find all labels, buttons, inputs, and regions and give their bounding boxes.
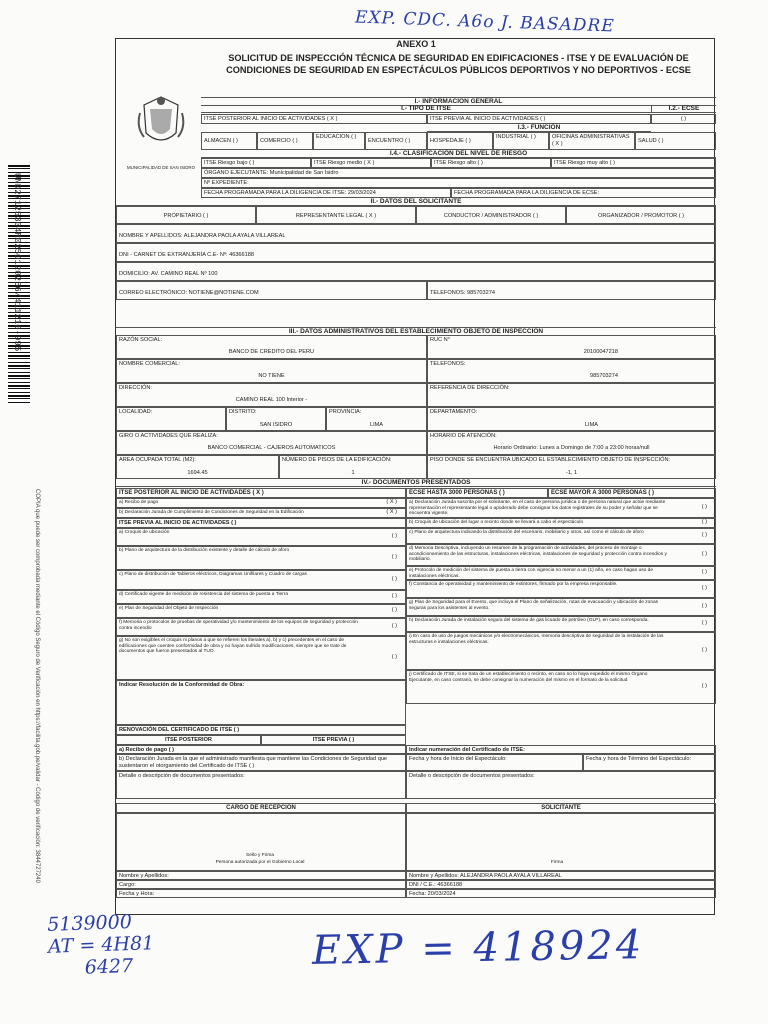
- role-conductor[interactable]: CONDUCTOR / ADMINISTRADOR ( ): [416, 206, 566, 224]
- doc-posterior-item[interactable]: [116, 498, 406, 508]
- total-area: [116, 455, 279, 479]
- document-text: d) Memoria Descriptiva, incluyendo un resumen de la programación de actividades, del proceso de montaje o acondicionamiento de las estructuras, instalaciones eléctricas, instalaciones de seguridad y protección contra incendios y mobiliario.: [409, 546, 667, 563]
- applicant-dni: DNI - CARNET DE EXTRANJERÍA C.E- Nº: 46366188: [116, 243, 716, 262]
- section-applicant: II.- DATOS DEL SOLICITANTE: [116, 198, 716, 206]
- ruc-value: 20100047218: [583, 349, 618, 355]
- document-checkbox[interactable]: ( X ): [386, 509, 397, 515]
- ecse-scheduled-date: FECHA PROGRAMADA PARA LA DILIGENCIA DE ECSE:: [451, 188, 716, 198]
- docs-itse-previa-heading[interactable]: ITSE PREVIA AL INICIO DE ACTIVIDADES ( ): [116, 518, 406, 528]
- signer-name: Nombre y Apellidos: ALEJANDRA PAOLA AYALA VILLAREAL: [406, 871, 716, 880]
- function-educacion[interactable]: EDUCACION ( ): [313, 132, 365, 150]
- doc-ecse-item[interactable]: [406, 566, 716, 580]
- document-text: i) En caso de uso de juegos mecánicos y/o electromecánicos, memoria descriptiva de seguridad de la instalación de las estructuras e instalaciones eléctricas.: [409, 634, 664, 645]
- document-checkbox[interactable]: ( ): [701, 603, 707, 609]
- document-text: b) Croquis de ubicación del lugar o recinto donde se llevará a cabo el espectáculo: [409, 520, 584, 525]
- applicant-address: DOMICILIO: AV. CAMINO REAL Nº 100: [116, 262, 716, 281]
- docs-ecse-mayor-heading[interactable]: ECSE MAYOR A 3000 PERSONAS ( ): [548, 488, 716, 498]
- activity-value: BANCO COMERCIAL - CAJEROS AUTOMATICOS: [207, 445, 336, 451]
- doc-ecse-item[interactable]: [406, 670, 716, 704]
- document-checkbox[interactable]: ( ): [391, 654, 397, 660]
- function-oficinas[interactable]: OFICINAS ADMINISTRATIVAS ( X ): [549, 132, 635, 150]
- itse-form: [115, 38, 715, 915]
- district: [226, 407, 326, 431]
- role-representante[interactable]: REPRESENTANTE LEGAL ( X ): [256, 206, 416, 224]
- renewal-previa[interactable]: ITSE PREVIA ( ): [261, 735, 406, 745]
- document-checkbox[interactable]: ( ): [391, 576, 397, 582]
- role-organizador[interactable]: ORGANIZADOR / PROMOTOR ( ): [566, 206, 716, 224]
- right-detail-documents: Detalle o descripción de documentos presentados:: [406, 771, 716, 799]
- document-text: h) Declaración Jurada de instalación segura del sistema de gas licuado de petróleo (GLP), en caso corresponda.: [409, 618, 649, 623]
- risk-heading: I.4.- CLASIFICACIÓN DEL NIVEL DE RIESGO: [201, 150, 716, 158]
- floor-count-value: 1: [351, 470, 355, 476]
- doc-previa-item[interactable]: [116, 528, 406, 546]
- hours-label: HORARIO DE ATENCIÓN:: [430, 433, 497, 439]
- role-propietario[interactable]: PROPIETARIO ( ): [116, 206, 256, 224]
- executing-body: ÓRGANO EJECUTANTE: Municipalidad de San Isidro: [201, 168, 716, 178]
- doc-ecse-item[interactable]: [406, 598, 716, 616]
- handwritten-line-2: AT = 4H81: [47, 932, 155, 958]
- document-text: f) Memoria o protocolos de pruebas de operatividad y/o mantenimiento de los equipos de seguridad y protección contra incendio: [119, 620, 358, 631]
- certificate-number-label: Indicar numeración del Certificado de ITSE:: [406, 745, 716, 754]
- section-establishment: III.- DATOS ADMINISTRATIVOS DEL ESTABLECIMIENTO OBJETO DE INSPECCIÓN: [116, 327, 716, 336]
- section-general-info: I.- INFORMACION GENERAL: [201, 97, 716, 106]
- doc-previa-item[interactable]: [116, 590, 406, 604]
- opening-hours: [427, 431, 716, 455]
- doc-ecse-item[interactable]: [406, 528, 716, 544]
- function-salud[interactable]: SALUD ( ): [635, 132, 716, 150]
- document-checkbox[interactable]: ( X ): [386, 499, 397, 505]
- province-label: PROVINCIA:: [329, 409, 362, 415]
- establishment-floor: [427, 455, 716, 479]
- activity-label: GIRO O ACTIVIDADES QUE REALIZA:: [119, 433, 218, 439]
- document-text: f) Constancia de operatividad y mantenimiento de extintores, firmado por la empresa responsable.: [409, 582, 618, 587]
- business-activity: [116, 431, 427, 455]
- renewal-receipt[interactable]: a) Recibo de pago ( ): [116, 745, 406, 754]
- renewal-declaration[interactable]: b) Declaración Jurada en la que el administrado manifiesta que mantiene las Condiciones de Seguridad que sustentaron el otorgamiento del Certificado de ITSE ( ): [116, 754, 406, 771]
- razon-social-value: BANCO DE CREDITO DEL PERU: [228, 349, 315, 355]
- handwritten-annotation-top: EXP. CDC. A6o J. BASADRE: [354, 7, 616, 37]
- logo-caption: MUNICIPALIDAD DE SAN ISIDRO: [127, 165, 195, 170]
- reception-heading: CARGO DE RECEPCIÓN: [116, 803, 406, 813]
- area-label: AREA OCUPADA TOTAL (M2):: [119, 457, 196, 463]
- doc-ecse-item[interactable]: [406, 518, 716, 528]
- doc-posterior-item[interactable]: [116, 508, 406, 518]
- renewal-posterior[interactable]: ITSE POSTERIOR: [116, 735, 261, 745]
- document-text: e) Plan de Seguridad del Objeto de Inspección: [119, 606, 219, 611]
- form-title: SOLICITUD DE INSPECCIÓN TÉCNICA DE SEGURIDAD EN EDIFICACIONES - ITSE Y DE EVALUACIÓN DE CONDICIONES DE SEGURIDAD EN ESPECTÁCULOS PÚBLICOS DEPORTIVOS Y NO DEPORTIVOS - ECSE: [226, 53, 691, 75]
- handwritten-annotation-bottom-left: [47, 910, 155, 980]
- address-label: DIRECCIÓN:: [119, 385, 152, 391]
- receiver-name: Nombre y Apellidos:: [116, 871, 406, 880]
- reception-stamp-box: [116, 813, 406, 871]
- department: [427, 407, 716, 431]
- function-almacen[interactable]: ALMACEN ( ): [201, 132, 257, 150]
- document-checkbox[interactable]: ( ): [701, 532, 707, 538]
- document-checkbox[interactable]: ( ): [701, 504, 707, 510]
- itse-scheduled-date: FECHA PROGRAMADA PARA LA DILIGENCIA DE ITSE: 29/03/2024: [201, 188, 451, 198]
- applicant-phone: TELEFONOS: 985703274: [427, 281, 716, 300]
- document-text: a) Recibo de pago: [119, 500, 159, 505]
- establishment-floor-label: PISO DONDE SE ENCUENTRA UBICADO EL ESTABLECIMIENTO OBJETO DE INSPECCIÓN:: [430, 457, 671, 463]
- province-value: LIMA: [369, 422, 384, 428]
- applicant-name: NOMBRE Y APELLIDOS: ALEJANDRA PAOLA AYALA VILLAREAL: [116, 224, 716, 243]
- authorized-person-label: Persona autorizada por el Gobierno Local: [215, 860, 305, 865]
- razon-social: [116, 335, 427, 359]
- document-checkbox[interactable]: ( ): [391, 593, 397, 599]
- document-text: c) Plano de arquitectura indicando la distribución del escenario, mobiliario y otros, así como el cálculo de aforo: [409, 530, 644, 535]
- signer-date: Fecha: 20/03/2024: [406, 889, 716, 898]
- renewal-heading[interactable]: RENOVACIÓN DEL CERTIFICADO DE ITSE ( ): [116, 725, 406, 735]
- floor-count: [279, 455, 427, 479]
- razon-social-label: RAZÓN SOCIAL:: [119, 337, 163, 343]
- document-text: d) Certificado vigente de medición de resistencia del sistema de puesta a Tierra: [119, 592, 289, 597]
- ruc: [427, 335, 716, 359]
- section-documents: IV.- DOCUMENTOS PRESENTADOS: [116, 479, 716, 487]
- address-value: CAMINO REAL 100 Interior -: [235, 397, 308, 403]
- document-checkbox[interactable]: ( ): [701, 551, 707, 557]
- document-checkbox[interactable]: ( ): [701, 647, 707, 653]
- applicant-signature-heading: SOLICITANTE: [406, 803, 716, 813]
- department-value: LIMA: [584, 422, 598, 428]
- commercial-name-label: NOMBRE COMERCIAL:: [119, 361, 180, 367]
- barcode-number: UND27125304R0250120256/411210-995: [12, 173, 22, 352]
- doc-previa-item[interactable]: [116, 636, 406, 680]
- risk-bajo[interactable]: ITSE Riesgo bajo ( ): [201, 158, 311, 168]
- expediente-number: Nº EXPEDIENTE:: [201, 178, 716, 188]
- district-value: SAN ISIDRO: [259, 422, 293, 428]
- doc-ecse-item[interactable]: [406, 616, 716, 632]
- ruc-label: RUC N°: [430, 337, 450, 343]
- conformity-resolution: Indicar Resolución de la Conformidad de Obra:: [116, 680, 406, 725]
- function-comercio[interactable]: COMERCIO ( ): [257, 132, 313, 150]
- signature-label: Firma: [550, 860, 564, 865]
- verification-side-text: COPIA que puede ser comprobada mediante el Código Seguro de Verificación en https://facilita.gob.pe/validar - Código de verificación: 3844727240: [34, 489, 40, 883]
- document-checkbox[interactable]: ( ): [391, 607, 397, 613]
- document-text: b) Declaración Jurada de Cumplimiento de Condiciones de Seguridad en la Edificación: [119, 510, 304, 515]
- doc-ecse-item[interactable]: [406, 632, 716, 670]
- applicant-signature-box: [406, 813, 716, 871]
- province: [326, 407, 427, 431]
- function-encuentro[interactable]: ENCUENTRO ( ): [365, 132, 427, 150]
- document-checkbox[interactable]: ( ): [701, 519, 707, 525]
- establishment-floor-value: -1, 1: [565, 470, 578, 476]
- doc-ecse-item[interactable]: [406, 580, 716, 598]
- function-heading: I.3.- FUNCIÓN: [427, 124, 651, 132]
- left-detail-documents: Detalle o descripción de documentos presentados:: [116, 771, 406, 799]
- event-start-datetime: Fecha y hora de Inicio del Espectáculo:: [406, 754, 583, 771]
- commercial-name: [116, 359, 427, 383]
- document-text: b) Plano de arquitectura de la distribución existente y detalle de cálculo de aforo: [119, 548, 290, 553]
- district-label: DISTRITO:: [229, 409, 257, 415]
- locality: LOCALIDAD:: [116, 407, 226, 431]
- document-text: j) Certificado de ITSE, si se trata de un establecimiento o recinto, en caso no lo haya expedido el mismo Órgano Ejecutante, en caso contrario, se debe consignar la numeración del mismo en el formato de la solicitud: [409, 672, 648, 683]
- docs-ecse-3000-heading[interactable]: ECSE HASTA 3000 PERSONAS ( ): [406, 488, 548, 498]
- document-text: a) Croquis de ubicación: [119, 530, 170, 535]
- document-checkbox[interactable]: ( ): [701, 620, 707, 626]
- establishment-phone-label: TELEFONOS:: [430, 361, 466, 367]
- document-text: g) Plan de Seguridad para el Evento, que incluya el Plano de señalización, rutas de evacuación y ubicación de zonas seguras para los asistentes al evento.: [409, 600, 659, 611]
- address-reference: REFERENCIA DE DIRECCIÓN:: [427, 383, 716, 407]
- receiver-datetime: Fecha y Hora:: [116, 889, 406, 898]
- annex-label: ANEXO 1: [396, 39, 436, 49]
- handwritten-expedient-number: EXP = 418924: [311, 922, 645, 974]
- department-label: DEPARTAMENTO:: [430, 409, 478, 415]
- document-checkbox[interactable]: ( ): [701, 683, 707, 689]
- doc-previa-item[interactable]: [116, 618, 406, 636]
- document-checkbox[interactable]: ( ): [391, 554, 397, 560]
- signer-dni: DNI / C.E.: 46366188: [406, 880, 716, 889]
- doc-ecse-item[interactable]: [406, 544, 716, 566]
- itse-previa-option[interactable]: ITSE PREVIA AL INICIO DE ACTIVIDADES ( ): [427, 114, 651, 124]
- handwritten-line-3: 6427: [84, 954, 134, 979]
- establishment-phone: [427, 359, 716, 383]
- risk-medio[interactable]: ITSE Riesgo medio ( X ): [311, 158, 431, 168]
- itse-type-heading: I.- TIPO DE ITSE: [201, 105, 651, 113]
- event-end-datetime: Fecha y hora de Término del Espectáculo:: [583, 754, 716, 771]
- document-text: e) Protocolo de medición del sistema de puesta a tierra con vigencia no menor a un (1) año, en caso hagan uso de instalaciones eléctricas.: [409, 568, 653, 579]
- function-industrial[interactable]: INDUSTRIAL ( ): [493, 132, 549, 150]
- commercial-name-value: NO TIENE: [258, 373, 285, 379]
- receiver-position: Cargo:: [116, 880, 406, 889]
- document-checkbox[interactable]: ( ): [701, 585, 707, 591]
- itse-posterior-option[interactable]: ITSE POSTERIOR AL INICIO DE ACTIVIDADES ( X ): [201, 114, 427, 124]
- establishment-address: [116, 383, 427, 407]
- risk-alto[interactable]: ITSE Riesgo alto ( ): [431, 158, 551, 168]
- ecse-option[interactable]: ( ): [651, 114, 716, 124]
- document-checkbox[interactable]: ( ): [391, 533, 397, 539]
- floor-count-label: NÚMERO DE PISOS DE LA EDIFICACIÓN:: [282, 457, 392, 463]
- risk-muy-alto[interactable]: ITSE Riesgo muy alto ( ): [551, 158, 716, 168]
- document-text: g) No son exigibles el croquis ni planos a que se refieren los literales a), b) y c) precedentes en el caso de edificaciones que cuenten conformidad de obra y no hayan sufrido modificaciones, siempre que se trate de documentos que fueron presentados al TUO.: [119, 638, 347, 655]
- doc-ecse-item[interactable]: [406, 498, 716, 518]
- function-hospedaje[interactable]: HOSPEDAJE ( ): [427, 132, 493, 150]
- ecse-heading: I.2.- ECSE: [651, 105, 716, 113]
- doc-previa-item[interactable]: [116, 570, 406, 590]
- hours-value: Horario Ordinario: Lunes a Domingo de 7:00 a 23:00 horas/null: [493, 445, 650, 451]
- applicant-email: CORREO ELECTRÓNICO: NOTIENE@NOTIENE.COM: [116, 281, 427, 300]
- document-text: a) Declaración Jurada suscrita por el solicitante, en el caso de persona jurídica o de persona natural que actúe mediante representación el representante legal o apoderado debe consignar los datos registrales de su poder y señalar que se encuentra vigente.: [409, 500, 666, 517]
- document-text: c) Plano de distribución de Tableros eléctricos, Diagramas Unifilares y Cuadro de cargas: [119, 572, 307, 577]
- doc-previa-item[interactable]: [116, 604, 406, 618]
- document-checkbox[interactable]: ( ): [701, 569, 707, 575]
- area-value: 1694.45: [187, 470, 208, 476]
- establishment-phone-value: 985703274: [590, 373, 618, 379]
- document-checkbox[interactable]: ( ): [391, 623, 397, 629]
- handwritten-line-1: 5139000: [46, 910, 133, 936]
- stamp-signature-label: Sello y Firma: [246, 853, 274, 858]
- docs-itse-posterior-heading[interactable]: ITSE POSTERIOR AL INICIO DE ACTIVIDADES ( X ): [116, 488, 406, 498]
- doc-previa-item[interactable]: [116, 546, 406, 570]
- municipal-seal-logo: [132, 93, 190, 163]
